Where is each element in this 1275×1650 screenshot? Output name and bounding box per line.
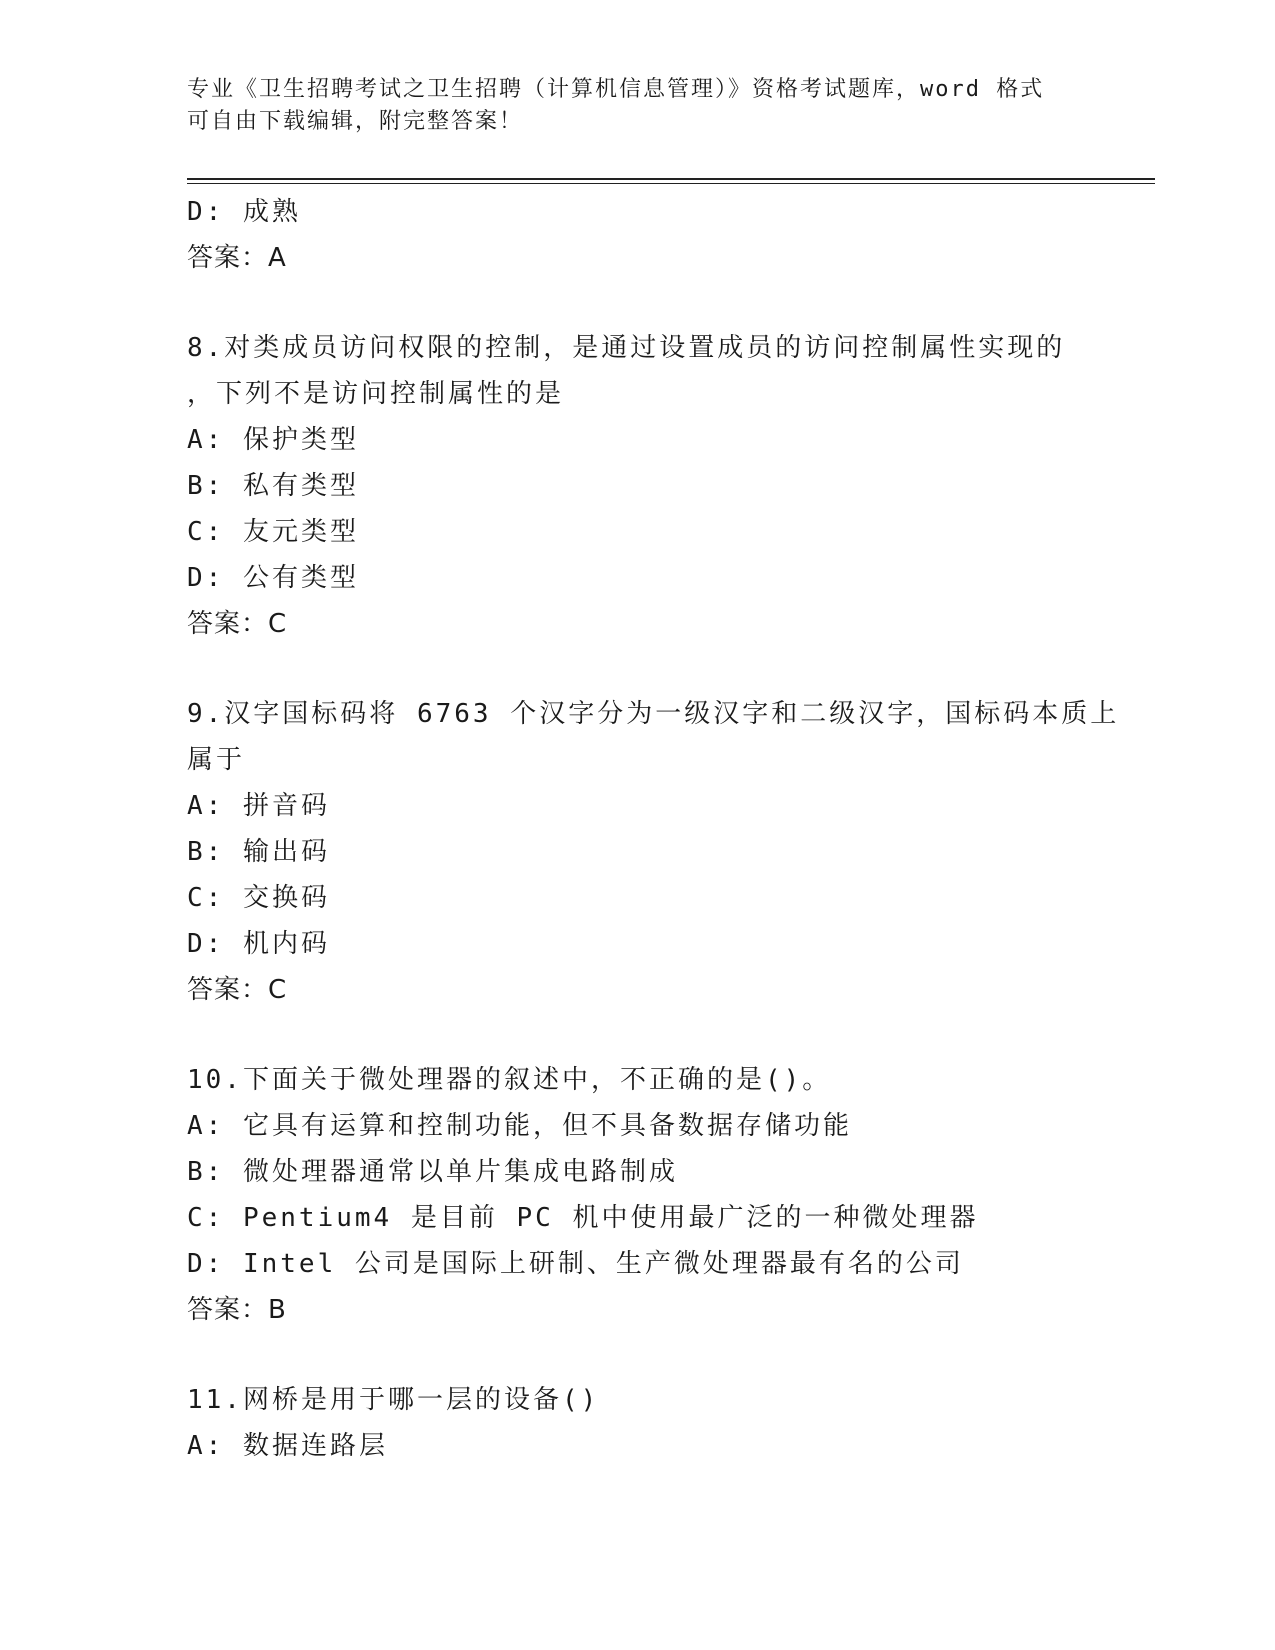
option-a: A: 数据连路层 <box>187 1431 388 1461</box>
question-11 <box>187 1377 1087 1469</box>
question-text-line-1: 11.网桥是用于哪一层的设备() <box>187 1385 600 1415</box>
option-a: A: 拼音码 <box>187 791 330 821</box>
option-b: B: 私有类型 <box>187 471 359 501</box>
option-d: D: 成熟 <box>187 197 301 227</box>
question-text-line-1: 9.汉字国标码将 6763 个汉字分为一级汉字和二级汉字，国标码本质上 <box>187 699 1120 729</box>
question-text-line-1: 8.对类成员访问权限的控制，是通过设置成员的访问控制属性实现的 <box>187 333 1066 363</box>
header-line-1: 专业《卫生招聘考试之卫生招聘（计算机信息管理）》资格考试题库，word 格式 <box>187 77 1045 102</box>
header-divider-thin <box>187 183 1155 184</box>
question-9 <box>187 691 1120 1013</box>
option-a: A: 它具有运算和控制功能，但不具备数据存储功能 <box>187 1111 852 1141</box>
answer-line: 答案：C <box>187 975 288 1005</box>
answer-line: 答案：A <box>187 243 287 273</box>
option-d: D: Intel 公司是国际上研制、生产微处理器最有名的公司 <box>187 1249 964 1279</box>
question-text-line-2: ，下列不是访问控制属性的是 <box>187 379 565 409</box>
question-8 <box>187 325 1087 647</box>
option-c: C: 交换码 <box>187 883 330 913</box>
option-d: D: 公有类型 <box>187 563 359 593</box>
option-d: D: 机内码 <box>187 929 330 959</box>
question-text-line-1: 10.下面关于微处理器的叙述中，不正确的是()。 <box>187 1065 832 1095</box>
document-header <box>187 74 1067 138</box>
header-line-2: 可自由下载编辑，附完整答案！ <box>187 109 524 134</box>
question-7-tail <box>187 189 1087 281</box>
header-divider-thick <box>187 178 1155 180</box>
answer-line: 答案：B <box>187 1295 287 1325</box>
option-a: A: 保护类型 <box>187 425 359 455</box>
option-b: B: 输出码 <box>187 837 330 867</box>
question-text-line-2: 属于 <box>187 745 246 775</box>
option-b: B: 微处理器通常以单片集成电路制成 <box>187 1157 678 1187</box>
answer-line: 答案：C <box>187 609 288 639</box>
question-list <box>187 189 1120 1469</box>
question-10 <box>187 1057 1087 1333</box>
option-c: C: Pentium4 是目前 PC 机中使用最广泛的一种微处理器 <box>187 1203 979 1233</box>
option-c: C: 友元类型 <box>187 517 359 547</box>
